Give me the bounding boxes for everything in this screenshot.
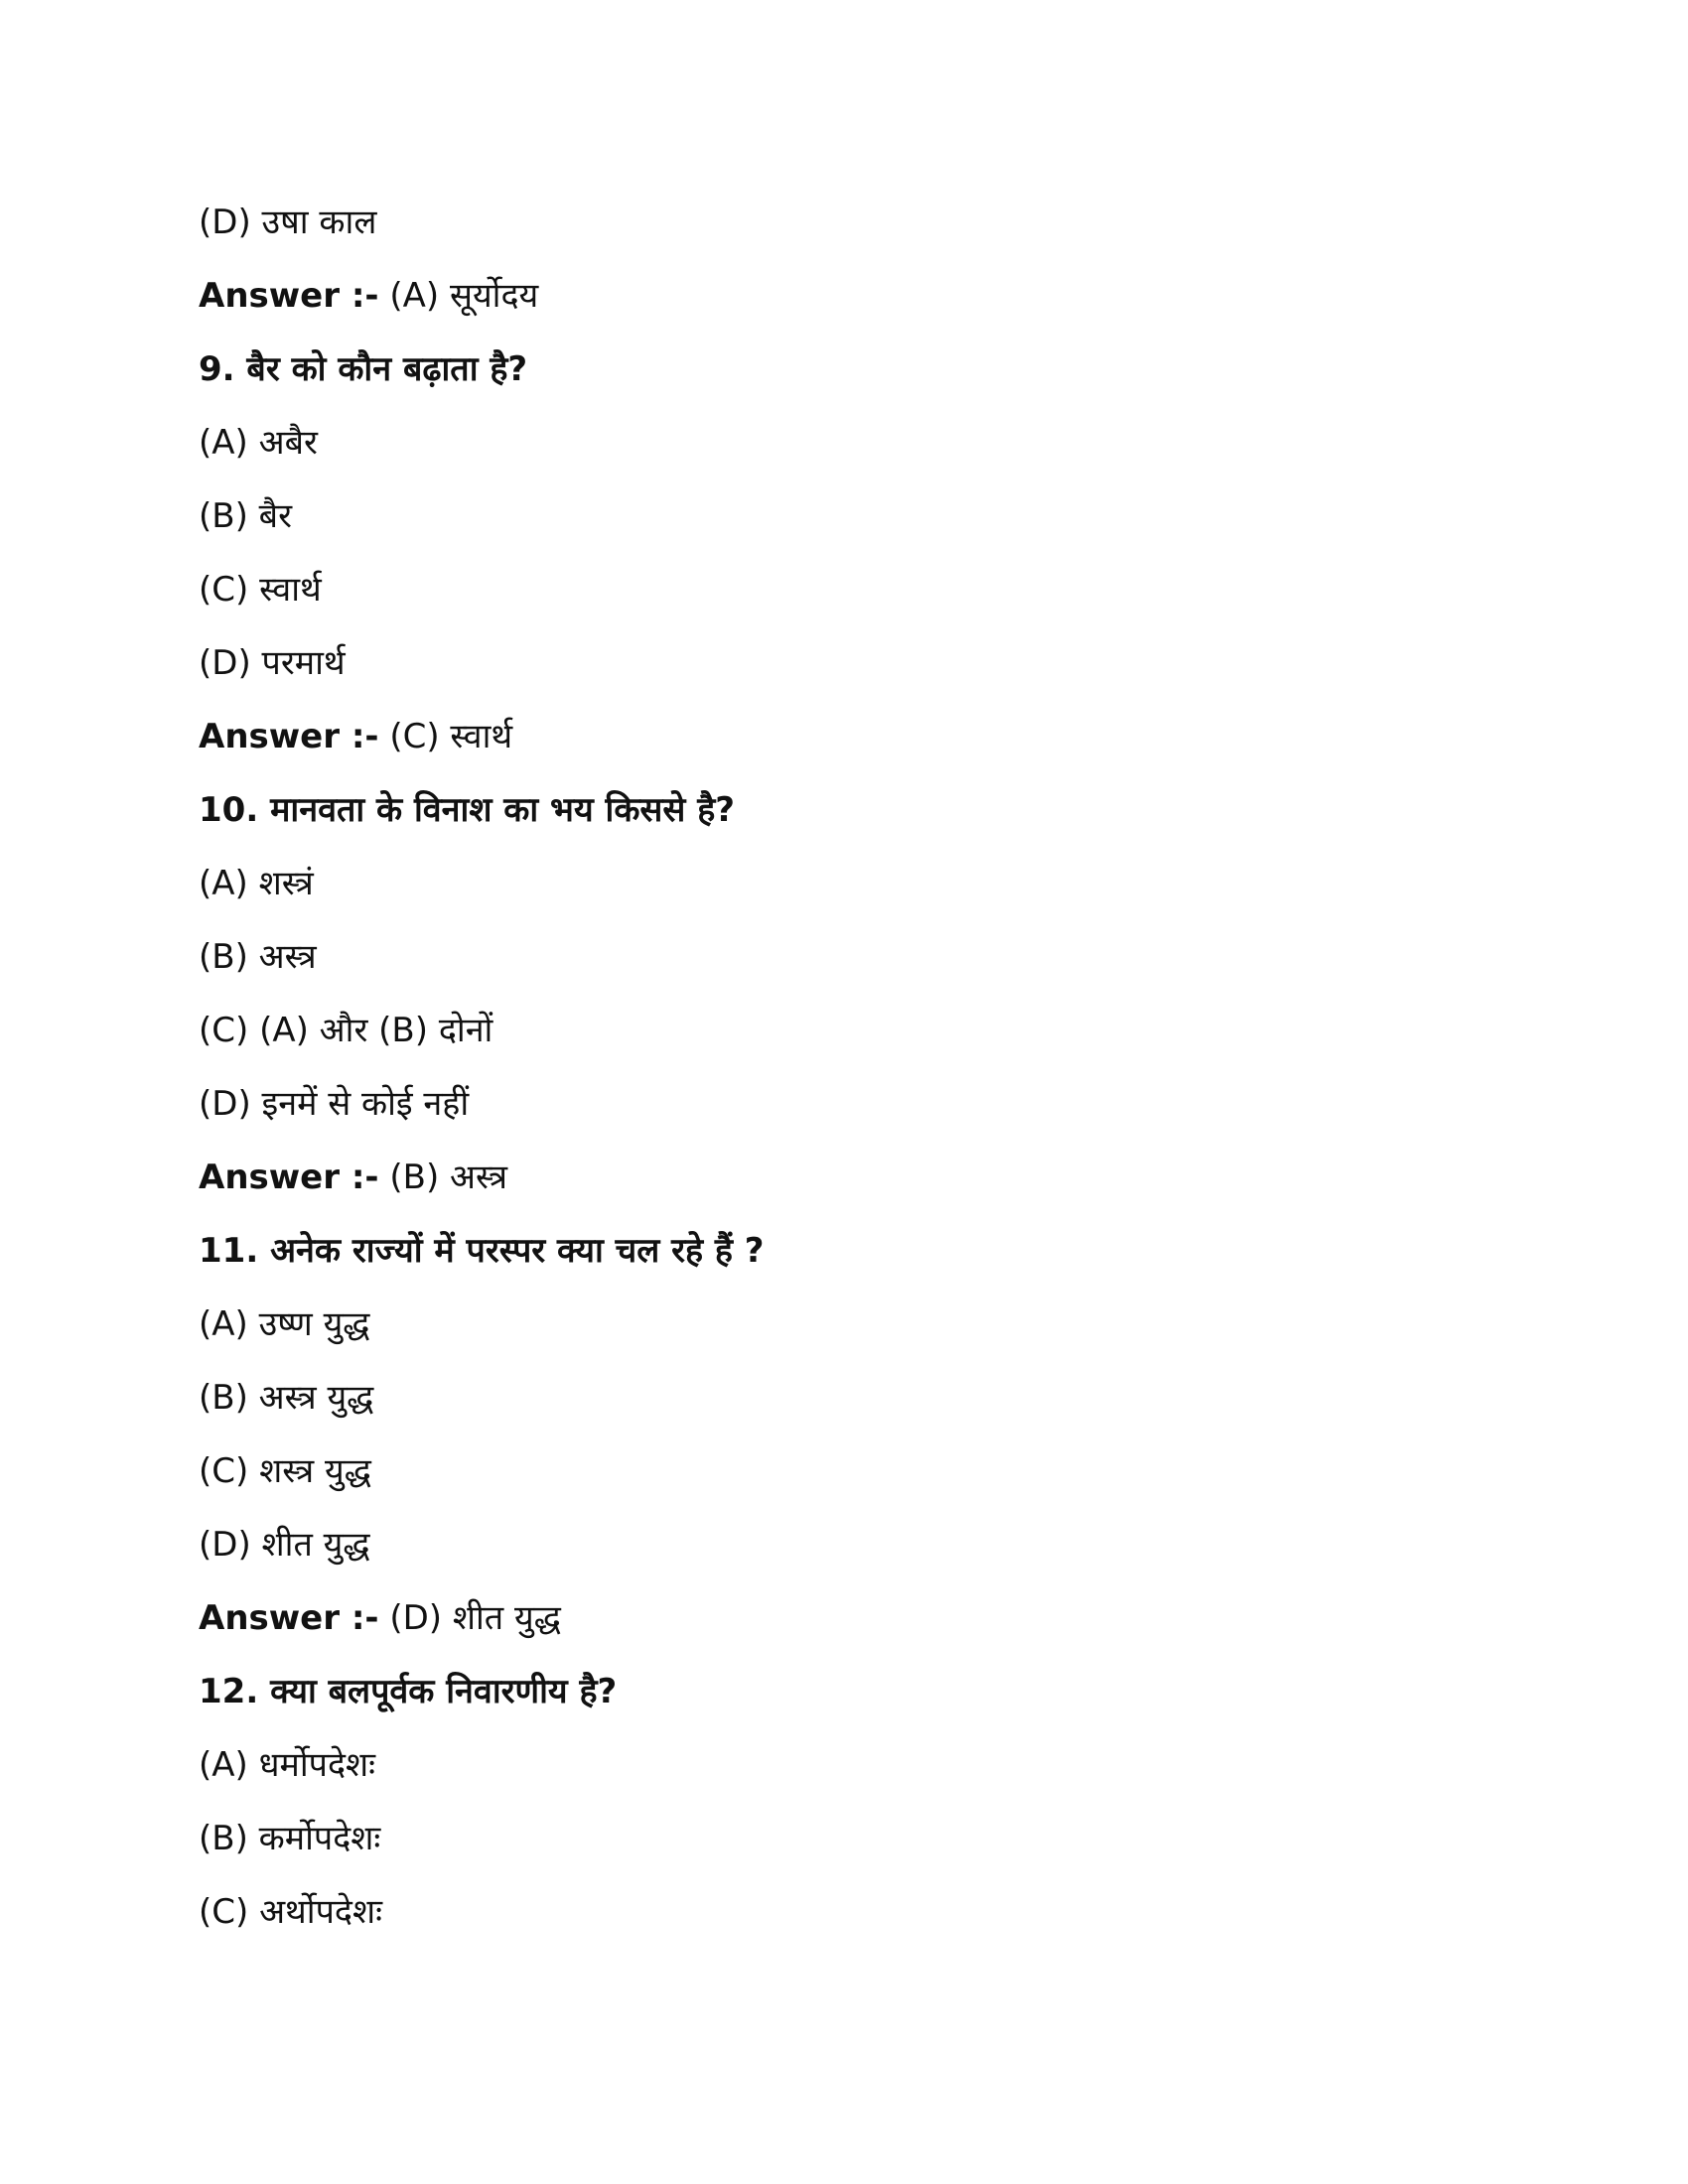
option-text: (D) उषा काल <box>199 203 377 242</box>
option-text: (B) बैर <box>199 496 292 536</box>
question-text: 12. क्या बलपूर्वक निवारणीय है? <box>199 1672 618 1711</box>
question-text: 9. बैर को कौन बढ़ाता है? <box>199 349 528 389</box>
option-text: (C) अर्थोपदेशः <box>199 1892 382 1932</box>
answer-line <box>199 268 1489 341</box>
option-text: (C) (A) और (B) दोनों <box>199 1011 493 1050</box>
option-text: (B) अस्त्र <box>199 937 317 977</box>
question-text: 11. अनेक राज्यों में परस्पर क्या चल रहे हैं ? <box>199 1231 765 1271</box>
answer-line <box>199 709 1489 782</box>
answer-label: Answer :- <box>199 717 379 756</box>
answer-label: Answer :- <box>199 276 379 316</box>
answer-value: (B) अस्त्र <box>389 1158 507 1197</box>
answer-value: (C) स्वार्थ <box>389 717 513 756</box>
question-text: 10. मानवता के विनाश का भय किससे है? <box>199 790 736 830</box>
option-text: (B) कर्मोपदेशः <box>199 1819 381 1858</box>
option-text: (A) धर्मोपदेशः <box>199 1745 375 1785</box>
answer-value: (A) सूर्योदय <box>389 276 539 316</box>
answer-label: Answer :- <box>199 1158 379 1197</box>
option-text: (A) उष्ण युद्ध <box>199 1304 370 1344</box>
option-text: (D) शीत युद्ध <box>199 1525 370 1565</box>
option-text: (A) अबैर <box>199 423 318 463</box>
option-text: (C) शस्त्र युद्ध <box>199 1451 371 1491</box>
option-text: (D) परमार्थ <box>199 643 346 683</box>
option-text: (D) इनमें से कोई नहीं <box>199 1084 470 1124</box>
option-text: (C) स्वार्थ <box>199 570 322 610</box>
answer-value: (D) शीत युद्ध <box>389 1598 561 1638</box>
option-text: (B) अस्त्र युद्ध <box>199 1378 374 1418</box>
document-page <box>199 195 1489 1958</box>
option-text: (A) शस्त्रं <box>199 864 314 903</box>
answer-line <box>199 1150 1489 1223</box>
answer-line <box>199 1590 1489 1664</box>
answer-label: Answer :- <box>199 1598 379 1638</box>
